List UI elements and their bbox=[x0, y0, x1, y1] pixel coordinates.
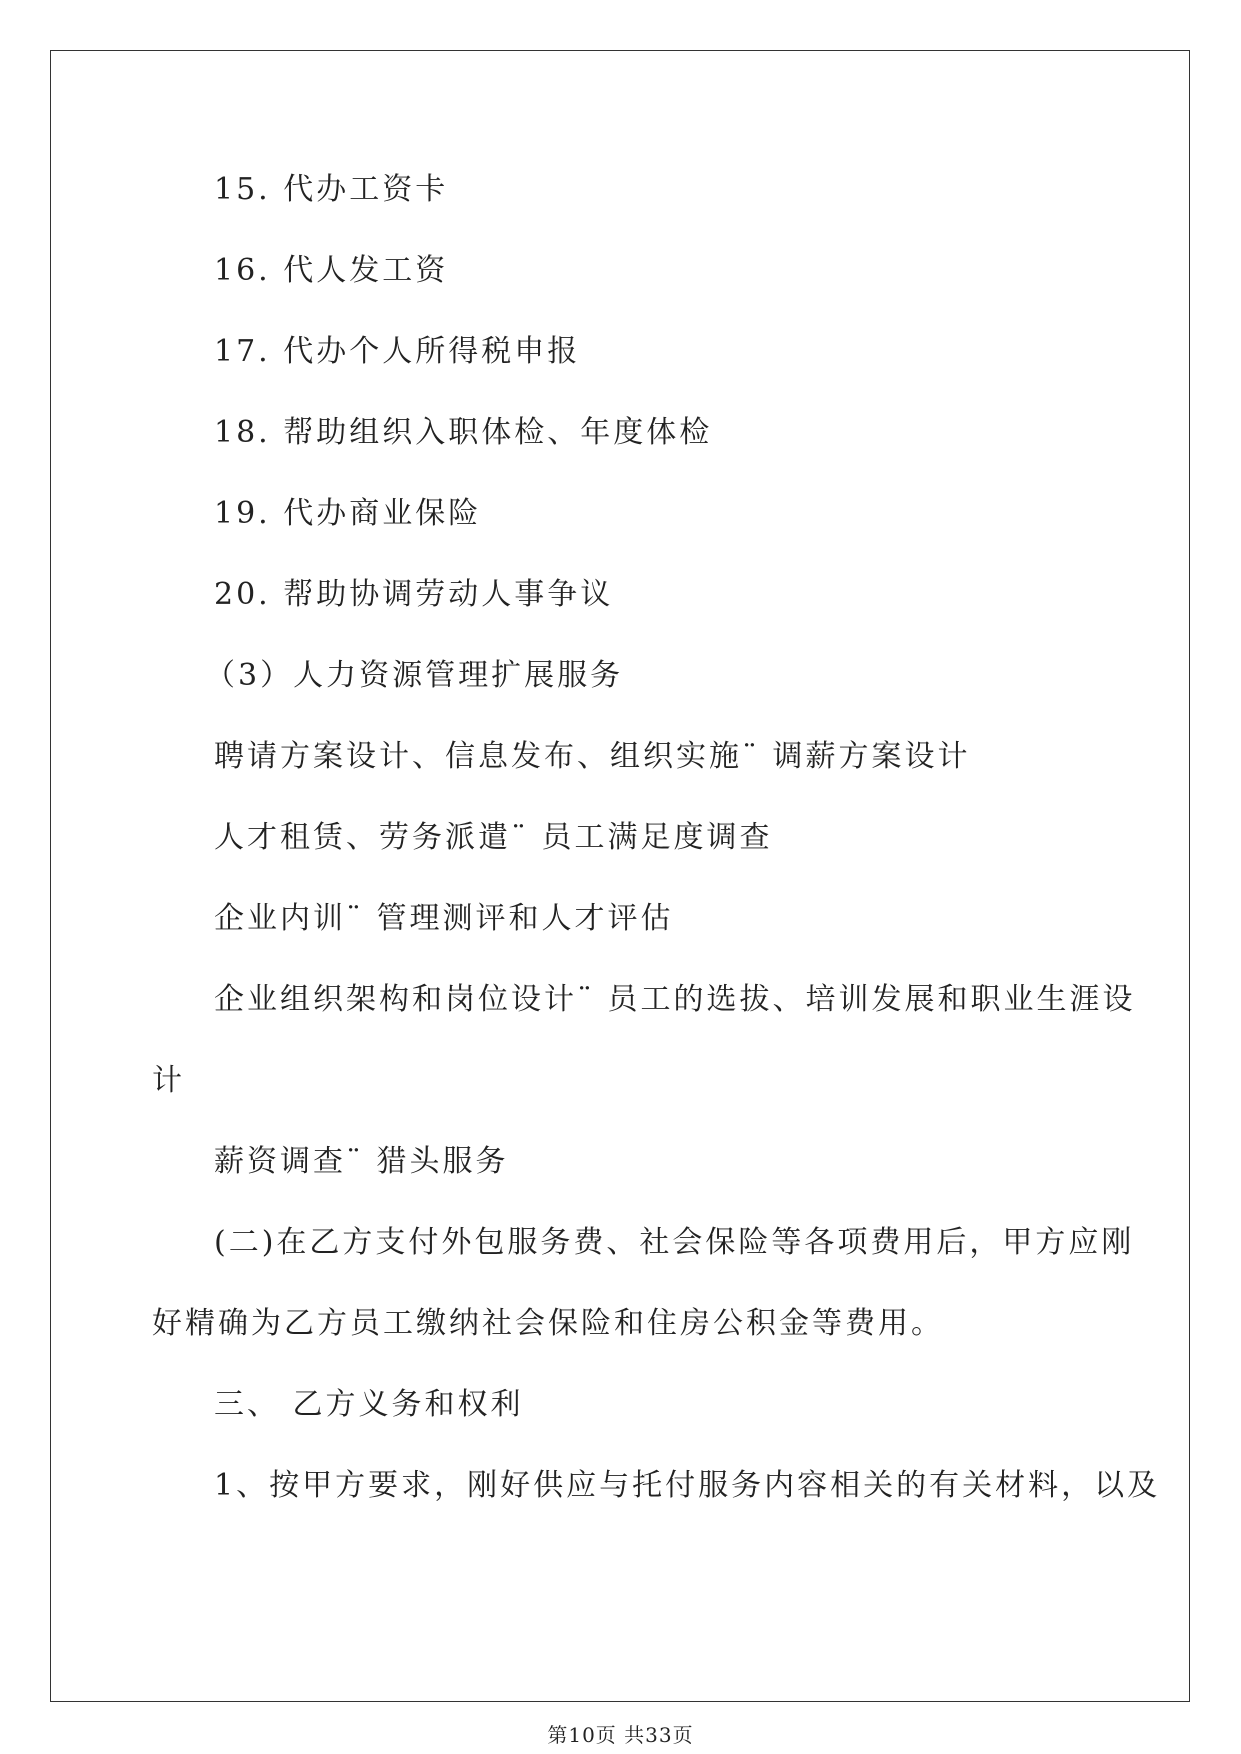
paragraph-line: 好精确为乙方员工缴纳社会保险和住房公积金等费用。 bbox=[152, 1306, 944, 1341]
paragraph-line: 企业组织架构和岗位设计¨ 员工的选拔、培训发展和职业生涯设 bbox=[214, 982, 1136, 1017]
paragraph-line: 1、按甲方要求，刚好供应与托付服务内容相关的有关材料，以及 bbox=[214, 1468, 1161, 1503]
paragraph-line: 聘请方案设计、信息发布、组织实施¨ 调薪方案设计 bbox=[214, 739, 971, 774]
list-item: 19. 代办商业保险 bbox=[214, 496, 482, 531]
paragraph-line: (二)在乙方支付外包服务费、社会保险等各项费用后，甲方应刚 bbox=[214, 1225, 1135, 1260]
list-item: 17. 代办个人所得税申报 bbox=[214, 334, 581, 369]
page-border bbox=[50, 50, 1190, 1702]
paragraph-line: 企业内训¨ 管理测评和人才评估 bbox=[214, 901, 674, 936]
list-item: 20. 帮助协调劳动人事争议 bbox=[214, 577, 614, 612]
page-number: 第10页 共33页 bbox=[547, 1723, 694, 1747]
paragraph-line: 计 bbox=[152, 1063, 185, 1098]
section-heading: 三、 乙方义务和权利 bbox=[214, 1387, 524, 1422]
section-heading: （3）人力资源管理扩展服务 bbox=[205, 658, 624, 693]
list-item: 18. 帮助组织入职体检、年度体检 bbox=[214, 415, 713, 450]
paragraph-line: 人才租赁、劳务派遣¨ 员工满足度调查 bbox=[214, 820, 773, 855]
paragraph-line: 薪资调查¨ 猎头服务 bbox=[214, 1144, 509, 1179]
list-item: 15. 代办工资卡 bbox=[214, 172, 449, 207]
list-item: 16. 代人发工资 bbox=[214, 253, 449, 288]
